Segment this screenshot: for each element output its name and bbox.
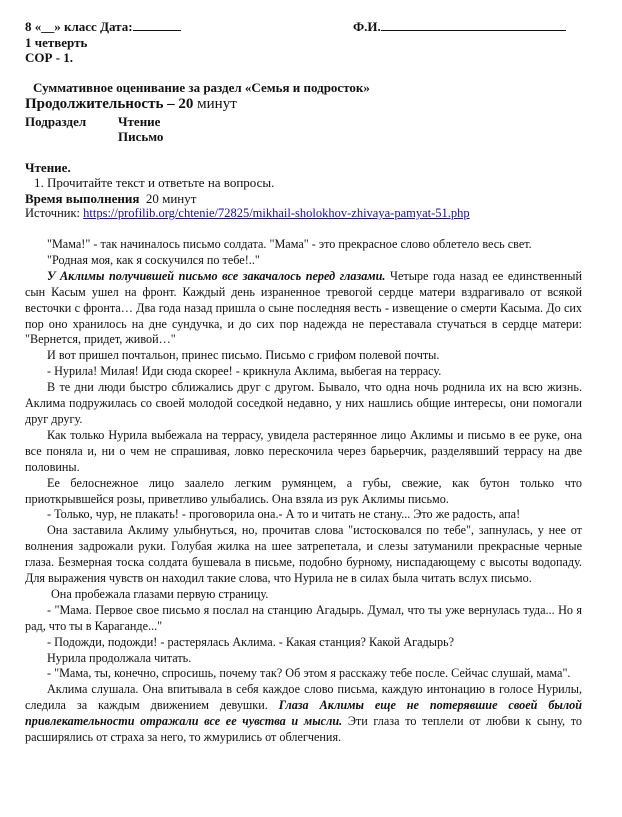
duration (25, 96, 237, 113)
duration-label: Продолжительность – 20 (25, 96, 194, 112)
paragraph-text: Аклима слушала. Она впитывала в себя каждое слово письма, каждую интонацию в голосе Нурилы, следила за каждым движением девушки. (25, 682, 582, 713)
paragraph-text: Эти глаза то теплели от любви к сыну, то расширялись от страха за него, то жмурились от облегчения. (25, 714, 582, 745)
class-label: 8 «__» класс (25, 19, 97, 34)
date-label: Дата: (100, 19, 133, 34)
fio-blank[interactable] (381, 18, 566, 31)
source-link[interactable]: https://profilib.org/chtenie/72825/mikhail-sholokhov-zhivaya-pamyat-51.php (83, 206, 470, 220)
paragraph: "Мама!" - так начиналось письмо солдата. "Мама" - это прекрасное слово облетело весь свет. (47, 237, 532, 251)
class-date-line (25, 18, 181, 35)
duration-unit: минут (197, 96, 237, 112)
time-line (25, 191, 196, 207)
paragraph: Ее белоснежное лицо заалело легким румянцем, а губы, свежие, как бутон только что приоткрывшейся розы, приветливо улыбались. Она взяла из рук Аклимы письмо. (25, 475, 582, 506)
paragraph: Нурила продолжала читать. (47, 650, 192, 665)
paragraph: - "Мама. Первое свое письмо я послал на станцию Агадырь. Думал, что ты уже вернулась туда... Но я рад, что ты в Караганде..." (25, 602, 582, 633)
fio-line (353, 18, 566, 35)
reading-text (25, 237, 582, 746)
sor-label: СОР - 1. (25, 50, 74, 65)
emphasis-text: Глаза Аклимы еще не потерявшие своей былой привлекательности отражали все ее чувства и мысли. (25, 698, 582, 729)
fio-label: Ф.И. (353, 19, 381, 34)
subsection-reading: Чтение (118, 114, 161, 129)
paragraph-text: Четыре года назад ее единственный сын Касым ушел на фронт. Каждый день израненное тревогой сердце матери вздрагивало от всякой весточки с фронта… Два года назад пришла о сыне последняя весть - извещение о смерти Касыма. До сих пор оно хранилось на дне сундучка, и до сих пор надежда не переставала стучаться в сердце матери: "Вернется, придет, живой…" (25, 268, 582, 347)
source-line (25, 206, 470, 221)
reading-heading: Чтение. (25, 160, 71, 175)
quarter: 1 четверть (25, 35, 88, 50)
paragraph: Она заставила Аклиму улыбнуться, но, прочитав слова "истосковался по тебе", запнулась, у нее от волнения задрожали руки. Голубая жилка на шее затрепетала, и слезы затуманили прекрасные черные глаза. Безмерная тоска солдата бушевала в письме, подобно бурному, ниспадающему с высоты водопаду. Для выражения чувств он находил такие слова, что Нурила не в силах была читать вслух письмо. (25, 523, 582, 586)
paragraph: - "Мама, ты, конечно, спросишь, почему так? Об этом я расскажу тебе после. Сейчас слушай, мама". (47, 666, 571, 681)
paragraph: - Подожди, подожди! - растерялась Аклима. - Какая станция? Какой Агадырь? (47, 634, 455, 649)
emphasis-text: У Аклимы получившей письмо все закачалось перед глазами. (47, 268, 386, 283)
date-blank[interactable] (133, 18, 181, 31)
paragraph (25, 682, 582, 746)
paragraph: "Родная моя, как я соскучился по тебе!.." (47, 252, 260, 267)
paragraph: Она пробежала глазами первую страницу. (51, 586, 269, 601)
subsection-writing: Письмо (118, 129, 164, 144)
time-label: Время выполнения (25, 191, 140, 206)
time-value: 20 минут (145, 191, 197, 206)
paragraph: - Только, чур, не плакать! - проговорила она.- А то и читать не стану... Это же радость, апа! (47, 507, 521, 522)
reading-task: 1. Прочитайте текст и ответьте на вопросы. (34, 175, 275, 190)
assessment-title: Суммативное оценивание за раздел «Семья и подросток» (33, 80, 370, 95)
paragraph: И вот пришел почтальон, принес письмо. Письмо с грифом полевой почты. (47, 348, 440, 363)
subsection-label: Подраздел (25, 114, 87, 129)
source-label: Источник: (25, 206, 81, 220)
paragraph: - Нурила! Милая! Иди сюда скорее! - крикнула Аклима, выбегая на террасу. (47, 364, 442, 379)
paragraph: Как только Нурила выбежала на террасу, увидела растерянное лицо Аклимы и письмо в ее руке, она все поняла и, ни о чем не спрашивая, ловко перескочила через барьерчик, разделявший террасу на две половины. (25, 427, 582, 474)
paragraph: В те дни люди быстро сближались друг с другом. Бывало, что одна ночь роднила их на всю жизнь. Аклима подружилась со своей молодой соседкой недавно, у них нашлись общие интересы, они помогали друг другу. (25, 380, 582, 426)
paragraph (25, 269, 582, 349)
